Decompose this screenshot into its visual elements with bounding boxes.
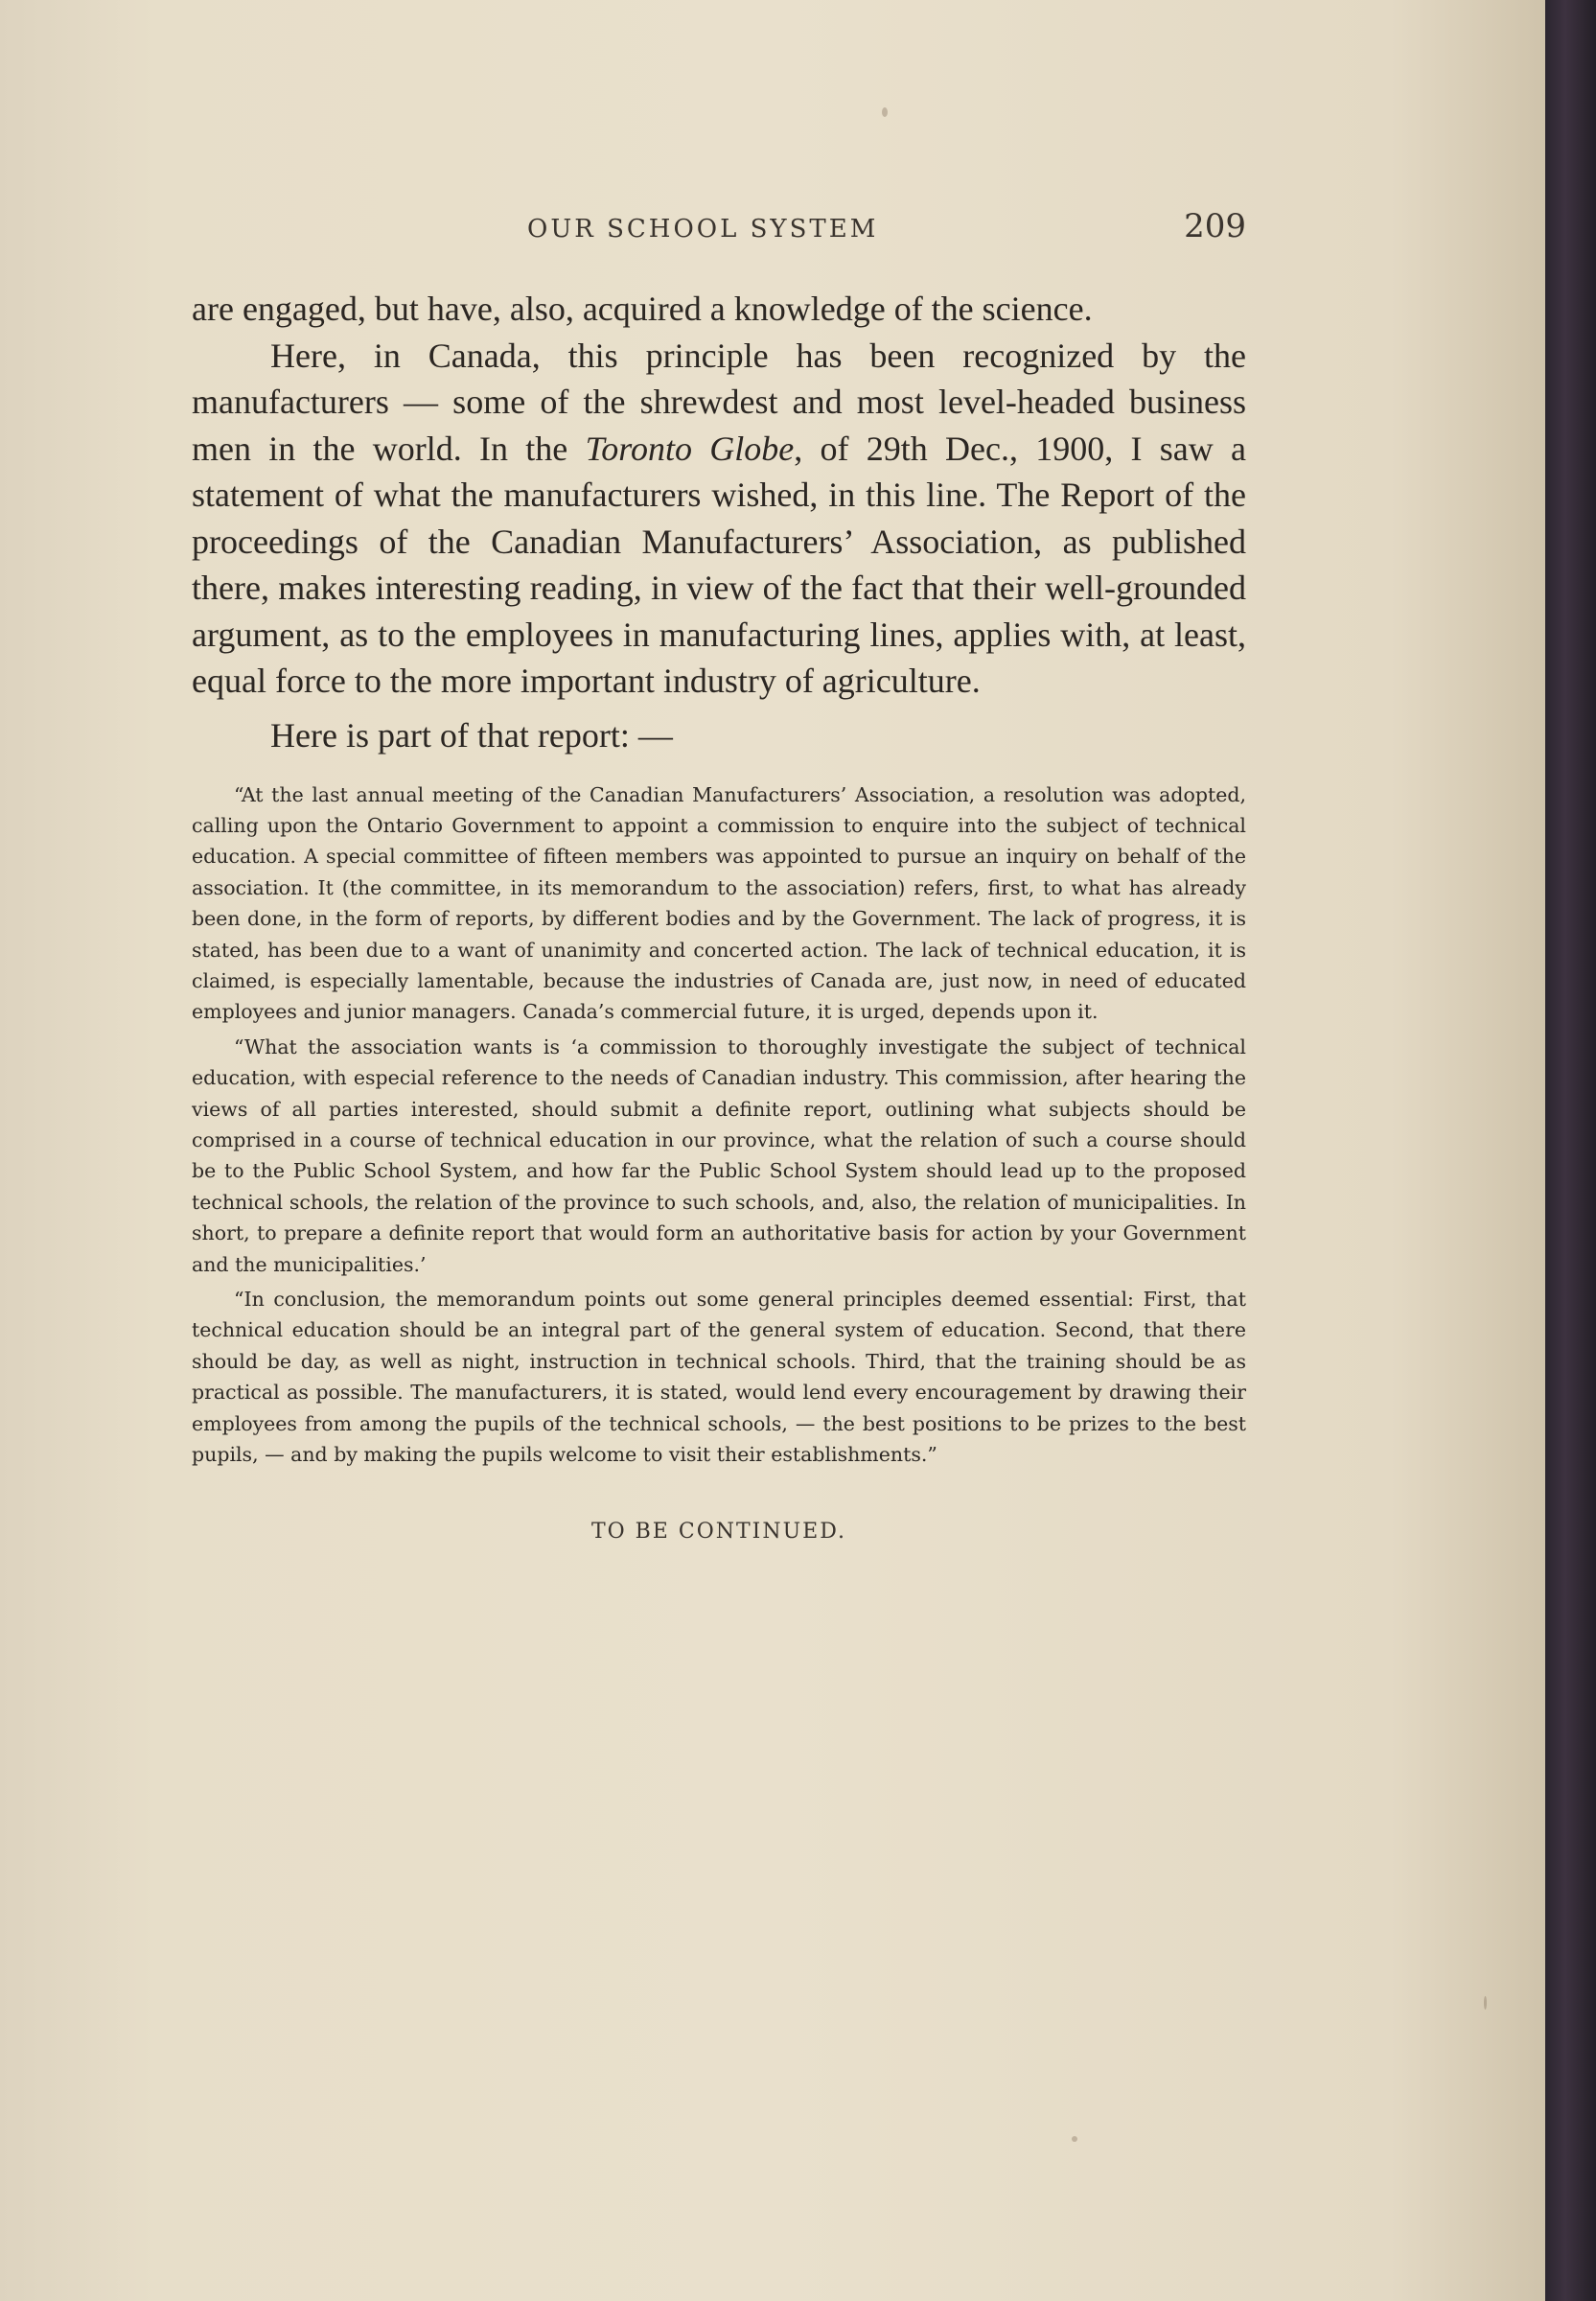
running-head bbox=[192, 203, 1246, 251]
paper-speck bbox=[1072, 2136, 1077, 2142]
quote-paragraph-3: “In conclusion, the memorandum points out some general principles deemed essential: First, that technical education should be an integral part of the general system of education. Second, that there should be day, as well as night, instruction in technical schools. Third, that the training should be as practical as possible. The manufacturers, it is stated, would lend every encouragement by drawing their employees from among the pupils of the technical schools, — the best positions to be prizes to the best pupils, — and by making the pupils welcome to visit their establishments.” bbox=[192, 1288, 1246, 1467]
paragraph-2-text-a: Here, in Canada, this principle has been recognized by the manufacturers — some of the shrewdest and most level-headed business men in the world. In the bbox=[192, 336, 1246, 468]
running-title: OUR SCHOOL SYSTEM bbox=[527, 215, 879, 244]
text-block bbox=[192, 286, 1246, 1544]
quote-paragraph-1: “At the last annual meeting of the Canadian Manufacturers’ Association, a resolution was adopted, calling upon the Ontario Government to appoint a commission to enquire into the subject of technical education. A special committee of fifteen members was appointed to pursue an inquiry on behalf of the association. It (the committee, in its memorandum to the association) refers, first, to what has already been done, in the form of reports, by different bodies and by the Government. The lack of progress, it is stated, has been due to a want of unanimity and concerted action. The lack of technical education, it is claimed, is especially lamentable, because the industries of Canada are, just now, in need of educated employees and junior managers. Canada’s commercial future, it is urged, depends upon it. bbox=[192, 782, 1246, 1024]
newspaper-title: Toronto Globe bbox=[585, 429, 795, 468]
paper-speck bbox=[882, 107, 888, 117]
continued-notice: TO BE CONTINUED. bbox=[590, 1520, 847, 1545]
paper-speck bbox=[1484, 1996, 1487, 2010]
paragraph-2-text-b: , of 29th Dec., 1900, I saw a statement of what the manufacturers wished, in this line. The Report of the proceedings of the Canadian Manufacturers’ Association, as published there, makes interesting reading, in view of the fact that their well-grounded argument, as to the employees in manufacturing lines, applies with, at least, equal force to the more important industry of agriculture. bbox=[192, 429, 1247, 700]
page-number: 209 bbox=[1184, 207, 1246, 245]
paragraph-1 bbox=[192, 286, 1246, 333]
book-spine-edge bbox=[1545, 0, 1596, 2301]
paragraph-2 bbox=[192, 333, 1246, 705]
quote-paragraph-2: “What the association wants is ‘a commission to thoroughly investigate the subject of technical education, with especial reference to the needs of Canadian industry. This commission, after hearing the views of all parties interested, should submit a definite report, outlining what subjects should be comprised in a course of technical education in our province, what the relation of such a course should be to the Public School System, and how far the Public School System should lead up to the proposed technical schools, the relation of the province to such schools, and, also, the relation of municipalities. In short, to prepare a definite report that would form an authoritative basis for action by your Government and the municipalities.’ bbox=[192, 1034, 1246, 1276]
paragraph-1-text: are engaged, but have, also, acquired a knowledge of the science. bbox=[192, 290, 1093, 328]
quote-lead-in: Here is part of that report: — bbox=[270, 715, 673, 755]
